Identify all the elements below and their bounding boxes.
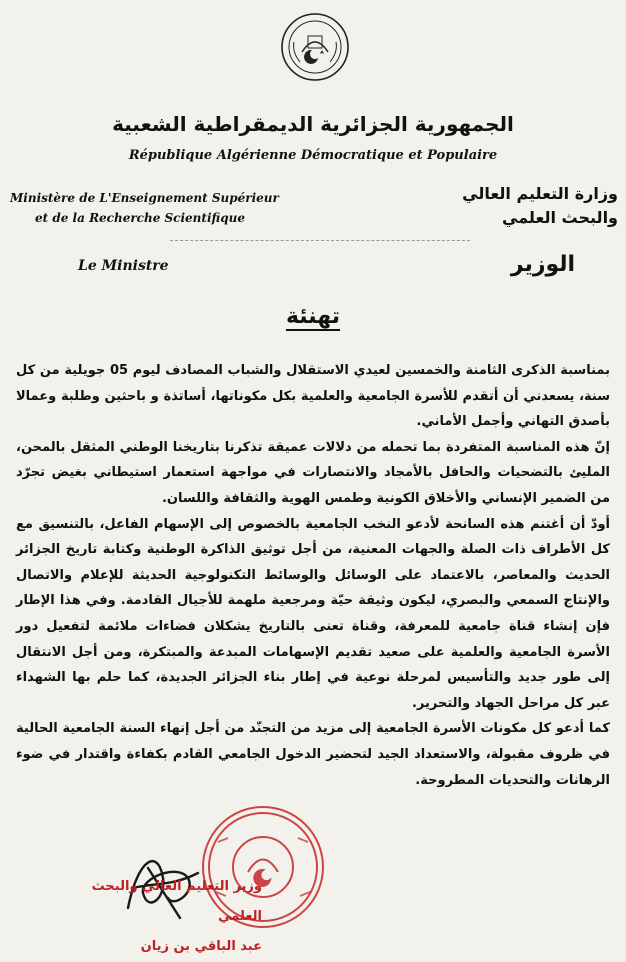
minister-title-french: Le Ministre (78, 258, 169, 274)
letter-heading-text: تهنئة (285, 304, 341, 329)
letter-heading (0, 304, 626, 329)
minister-title-arabic: الوزير (510, 252, 576, 277)
paragraph-4: كما أدعو كل مكونات الأسرة الجامعية إلى مزيد من التجنّد من أجل إنهاء السنة الجامعية الحالية في ظروف مقبولة، والاستعداد الجيد لتحضير الدخول الجامعي القادم بكفاءة واقتدار في ضوء الرهانات والتحديات المطروحة. (16, 721, 610, 788)
paragraph-3: أودّ أن أغتنم هذه السانحة لأدعو النخب الجامعية بالخصوص إلى الإسهام الفاعل، بالتنسيق مع كل الأطراف ذات الصلة والجهات المعنية، من أجل توثيق الذاكرة الوطنية وكتابة تاريخ الجزائر الحديث والمعاصر، بالاعتماد على الوسائل والوسائط التكنولوجية الحديثة للإعلام والاتصال والإنتاج السمعي والبصري، ليكون وثيقة حيّة ومرجعية ملهمة للأجيال القادمة. وفي هذا الإطار فإن إنشاء قناة جامعية للمعرفة، وقناة تعنى بالتاريخ يشكلان فضاءات ملائمة لتفعيل دور الأسرة الجامعية والعلمية على صعيد تقديم الإسهامات المبدعة والمبتكرة، ومن أجل الانتقال إلى طور جديد والتأسيس لمرحلة نوعية في إطار بناء الجزائر الجديدة، كما حلم بها الشهداء عبر كل مراحل الجهاد والتحرير. (16, 516, 610, 711)
signer-block (62, 872, 262, 962)
signer-name: عبد الباقي بن زيان (140, 939, 262, 954)
paragraph-2: إنّ هذه المناسبة المتفردة بما تحمله من دلالات عميقة تذكرنا بتاريخنا الوطني المثقل بالمحن، المليئ بالتضحيات والحافل بالأمجاد والانتصارات في مواجهة استعمار استيطاني بغيض تجرّد من الضمير الإنساني والأخلاق الكونية وطمس الهوية والثقافة واللسان. (16, 439, 610, 506)
ministry-fr-line2: et de la Recherche Scientifique (35, 211, 245, 225)
header-divider (170, 240, 470, 241)
ministry-ar-line1: وزارة التعليم العالي (462, 184, 618, 203)
paragraph-1: بمناسبة الذكرى الثامنة والخمسين لعيدي الاستقلال والشباب المصادف ليوم 05 جويلية من كل سنة، يسعدني أن أتقدم للأسرة الجامعية والعلمية بكل مكوناتها، أساتذة و باحثين وطلبة وعمالا بأصدق التهاني وأجمل الأماني. (16, 363, 611, 430)
ministry-fr-line1: Ministère de L'Enseignement Supérieur (10, 191, 279, 205)
signer-title: وزير التعليم العالي والبحث العلمي (91, 879, 262, 924)
letter-body (16, 358, 610, 793)
republic-name-arabic: الجمهورية الجزائرية الديمقراطية الشعبية (112, 112, 514, 136)
republic-name-french: République Algérienne Démocratique et Populaire (128, 148, 498, 163)
national-seal-icon (280, 12, 350, 82)
ministry-name-arabic (458, 182, 618, 230)
ministry-ar-line2: والبحث العلمي (502, 208, 618, 227)
ministry-name-french (10, 188, 279, 228)
